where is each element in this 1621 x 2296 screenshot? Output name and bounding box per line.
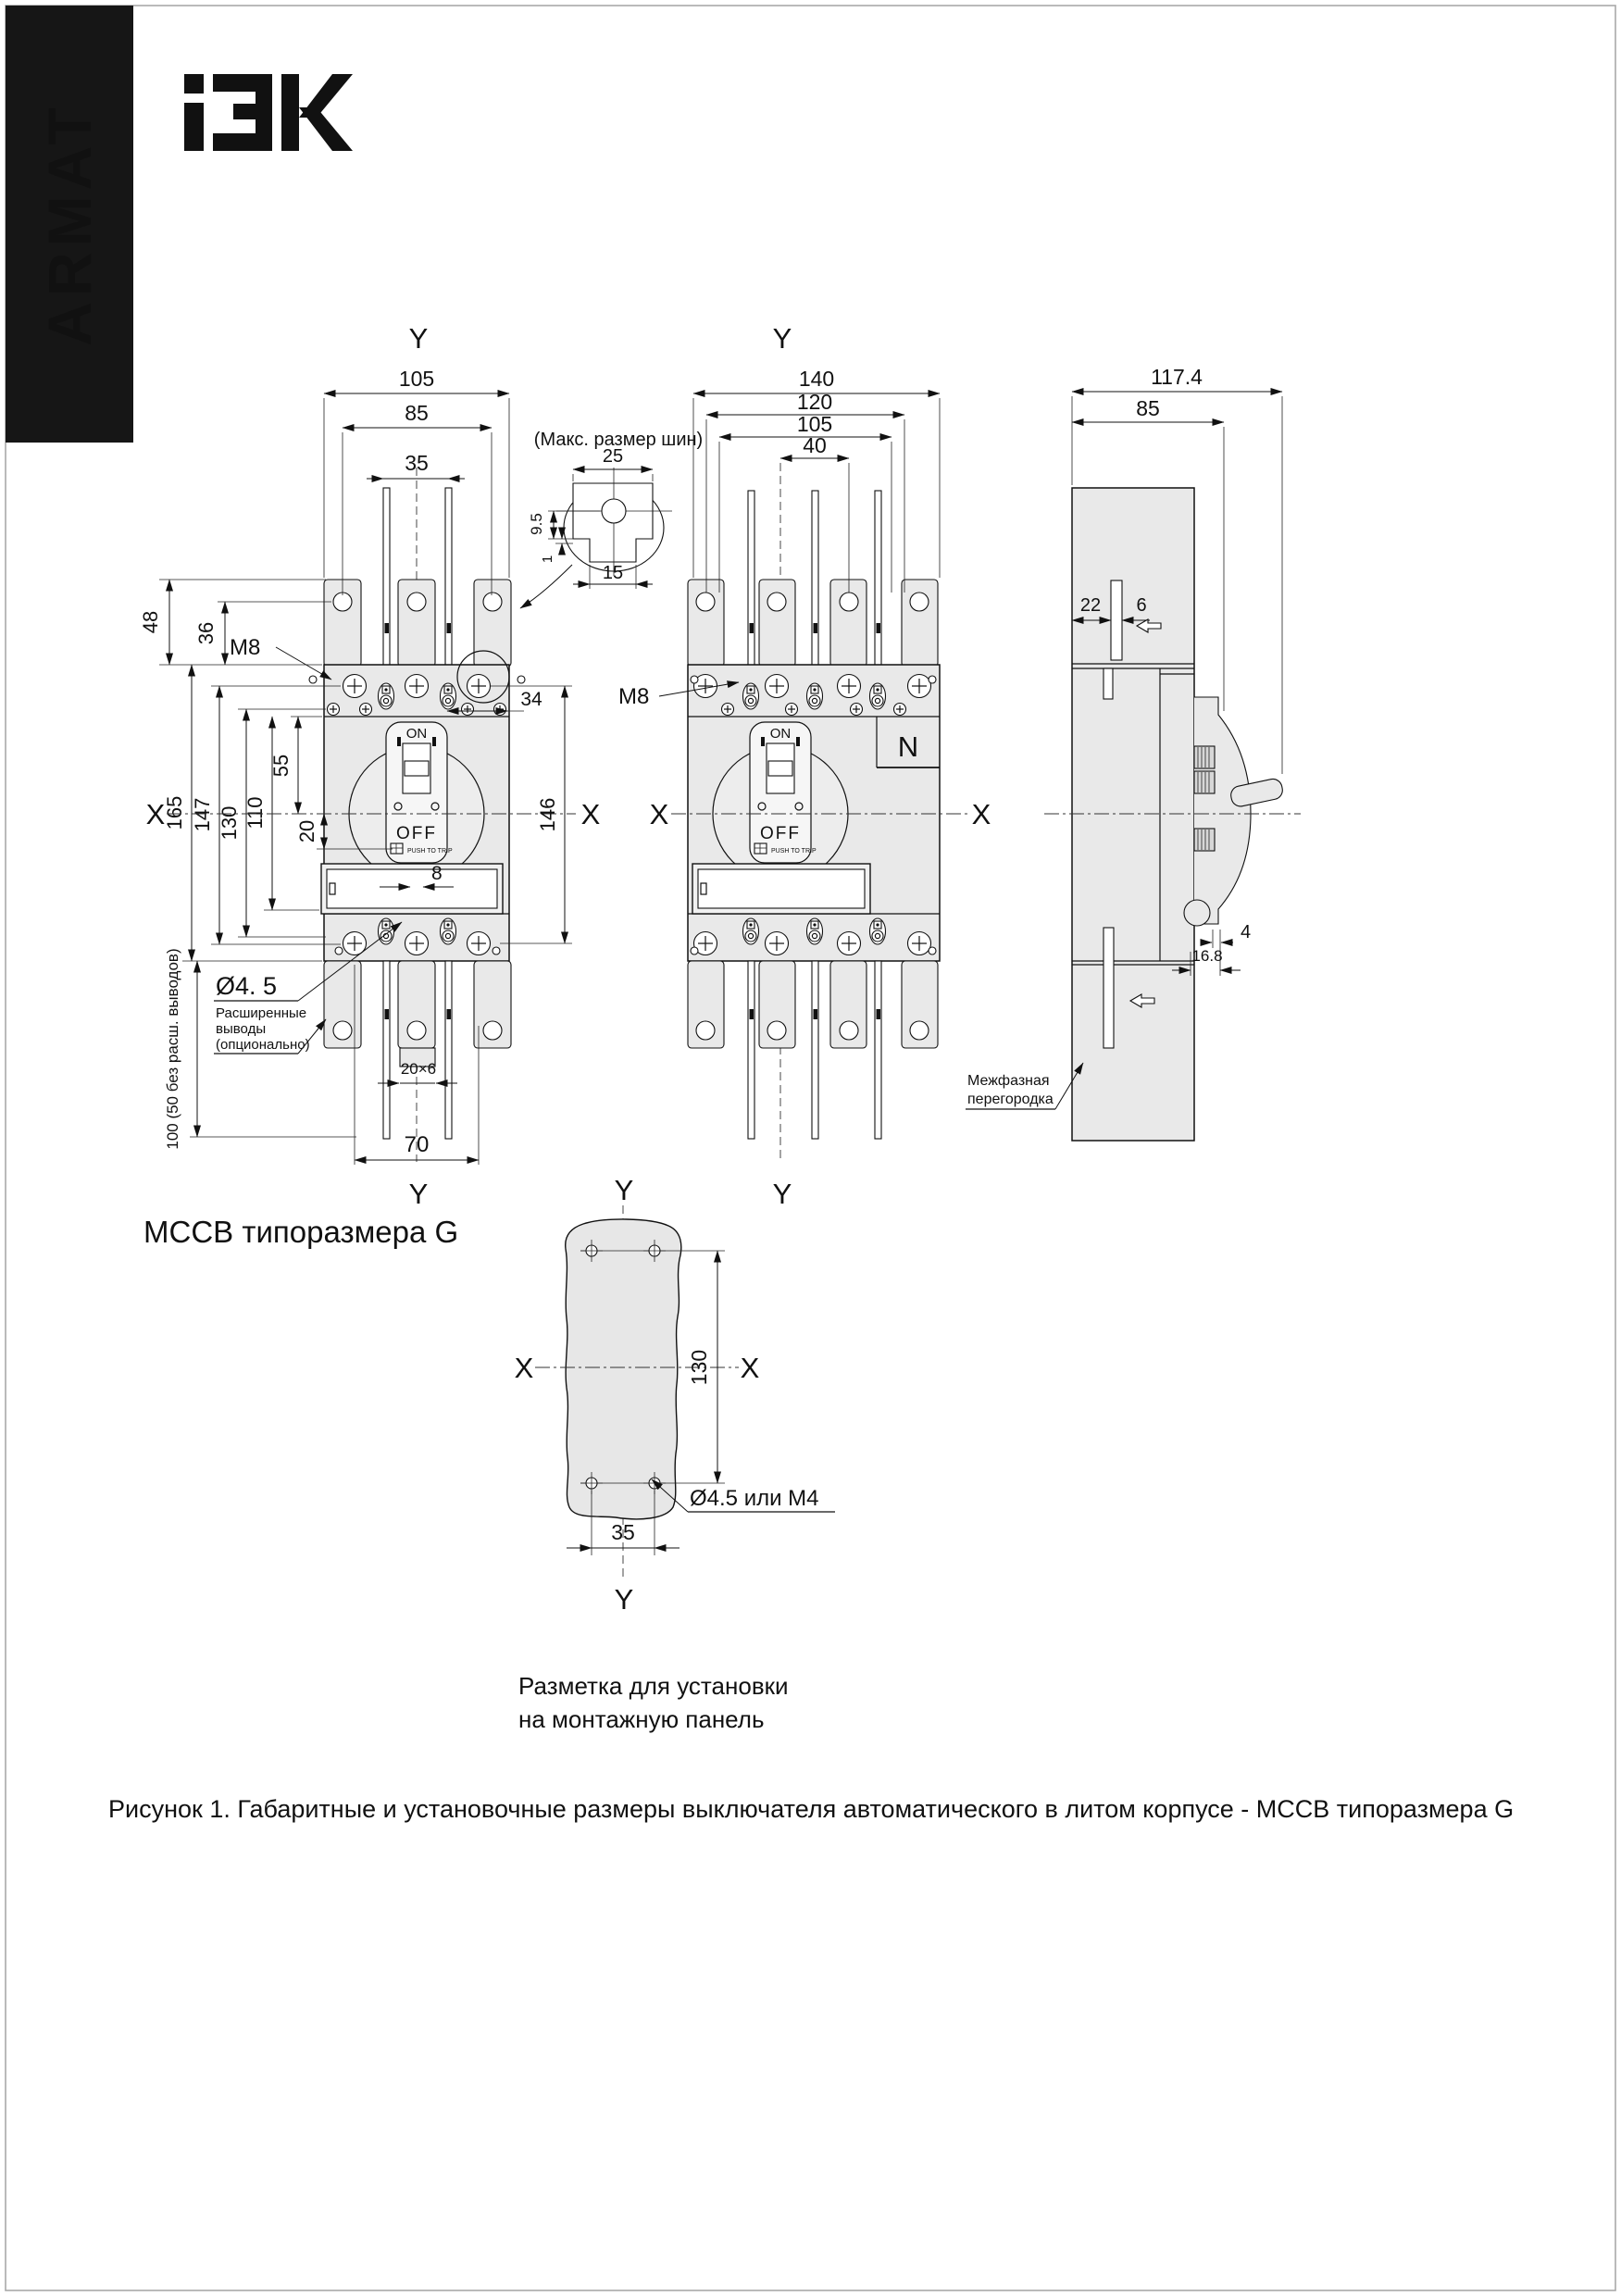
svg-text:35: 35 <box>611 1520 635 1544</box>
svg-text:15: 15 <box>602 563 624 583</box>
dim-25 <box>573 446 653 481</box>
svg-text:9.5: 9.5 <box>528 513 545 535</box>
figure-caption: Рисунок 1. Габаритные и установочные размеры выключателя автоматического в литом корпусе - МССВ типоразмера G <box>108 1795 1515 1823</box>
svg-text:Ø4. 5: Ø4. 5 <box>216 972 278 1000</box>
busbar-extension <box>383 961 390 1139</box>
dim-15 <box>573 563 653 589</box>
mounting-ears-bottom <box>324 961 511 1067</box>
axis-y-top-label: Y <box>614 1174 634 1206</box>
svg-text:перегородка: перегородка <box>967 1092 1054 1107</box>
svg-text:85: 85 <box>405 401 429 425</box>
svg-text:147: 147 <box>191 797 214 832</box>
svg-text:Ø4.5 или М4: Ø4.5 или М4 <box>690 1486 819 1511</box>
ear-hole-icon <box>483 1021 502 1040</box>
svg-text:16.8: 16.8 <box>1191 947 1223 965</box>
armat-banner <box>6 6 133 443</box>
svg-text:M8: M8 <box>618 684 650 709</box>
busbar-max-size-detail <box>520 430 703 608</box>
hole-size-callout <box>652 1479 835 1512</box>
svg-text:165: 165 <box>163 795 186 830</box>
svg-text:4: 4 <box>1241 922 1252 942</box>
svg-text:35: 35 <box>405 451 429 475</box>
aux-hole-icon <box>335 947 343 955</box>
svg-text:117.4: 117.4 <box>1151 365 1203 389</box>
svg-text:85: 85 <box>1136 396 1160 420</box>
terminal-screw-icon <box>405 675 429 698</box>
aux-hole-icon <box>309 676 317 683</box>
axis-y-top-label: Y <box>772 322 792 355</box>
page-border <box>6 6 1615 2290</box>
mounting-slot <box>1104 928 1114 1048</box>
view-side <box>966 365 1301 1141</box>
aux-hole-icon <box>493 947 500 955</box>
busbar-extension <box>445 961 452 1139</box>
svg-text:146: 146 <box>536 797 559 832</box>
ear-hole-icon <box>333 1021 352 1040</box>
small-screw-icon <box>328 704 340 716</box>
extended-terminals-note <box>214 1005 326 1054</box>
small-screw-icon <box>360 704 372 716</box>
on-label: ON <box>405 726 428 742</box>
breaker-side-body <box>1072 488 1194 1141</box>
off-label: OFF <box>760 824 801 843</box>
svg-text:34: 34 <box>520 689 542 710</box>
terminal-screw-icon <box>468 932 491 955</box>
svg-text:выводы: выводы <box>216 1021 267 1037</box>
busbar-clamp-icon <box>441 683 456 709</box>
svg-text:140: 140 <box>798 367 835 391</box>
busbar-hole-icon <box>602 499 626 523</box>
aux-hole-icon <box>517 676 525 683</box>
on-label: ON <box>769 726 792 742</box>
label-window <box>692 864 870 914</box>
mounting-ears-top <box>324 580 511 667</box>
label-window <box>321 864 503 914</box>
svg-text:70: 70 <box>404 1132 430 1157</box>
axis-x-label: X <box>971 798 991 830</box>
banner-text: ARMAT <box>35 102 104 346</box>
busbar-extension <box>383 488 390 677</box>
mounting-slot <box>1111 580 1122 660</box>
push-to-trip-label: PUSH TO TRIP <box>407 848 453 855</box>
axis-x-label: X <box>145 798 166 830</box>
busbar-clamp-icon <box>441 918 456 944</box>
svg-text:130: 130 <box>687 1349 711 1386</box>
mounting-template-view <box>515 1174 835 1733</box>
svg-text:20: 20 <box>295 819 318 843</box>
dim-130 <box>687 1251 717 1483</box>
small-screw-icon <box>462 704 474 716</box>
svg-text:Межфазная: Межфазная <box>967 1073 1050 1089</box>
svg-text:120: 120 <box>796 390 833 414</box>
svg-text:8: 8 <box>431 863 443 884</box>
dim-55 <box>269 717 322 814</box>
small-screw-icon <box>494 704 506 716</box>
svg-text:40: 40 <box>803 433 827 457</box>
svg-text:25: 25 <box>602 446 624 467</box>
svg-text:M8: M8 <box>230 635 261 660</box>
dim-35 <box>367 451 465 479</box>
svg-text:(опционально): (опционально) <box>216 1037 310 1053</box>
axis-x-label: X <box>649 798 669 830</box>
svg-text:105: 105 <box>796 412 833 436</box>
view-front-4pole <box>618 322 991 1210</box>
view1-title: МССВ типоразмера G <box>143 1215 459 1249</box>
svg-text:20×6: 20×6 <box>400 1060 437 1078</box>
dim-110 <box>243 717 319 910</box>
svg-text:Расширенные: Расширенные <box>216 1005 307 1021</box>
busbar-clamp-icon <box>379 683 394 709</box>
terminal-screw-icon <box>405 932 429 955</box>
svg-text:22: 22 <box>1079 595 1102 616</box>
off-label: OFF <box>396 824 437 843</box>
svg-text:48: 48 <box>139 610 162 634</box>
busbar-extension <box>445 488 452 677</box>
svg-text:130: 130 <box>218 805 241 841</box>
axis-x-label: X <box>740 1352 760 1384</box>
terminal-screw-icon <box>468 675 491 698</box>
ear-hole-icon <box>483 593 502 611</box>
axis-y-bottom-label: Y <box>772 1178 792 1210</box>
m8-callout <box>230 635 331 680</box>
svg-text:1: 1 <box>540 555 555 564</box>
svg-text:36: 36 <box>194 621 218 645</box>
svg-text:100 (50 без расш. выводов): 100 (50 без расш. выводов) <box>164 948 181 1150</box>
mounting-panel <box>566 1219 681 1519</box>
axis-y-top-label: Y <box>408 322 429 355</box>
axis-x-label: X <box>580 798 601 830</box>
svg-text:105: 105 <box>398 367 435 391</box>
front-mechanism <box>1184 697 1284 926</box>
terminal-screw-icon <box>343 675 367 698</box>
svg-text:110: 110 <box>243 796 267 830</box>
busbar-clamp-icon <box>379 918 394 944</box>
detail-leader <box>520 565 572 608</box>
svg-text:6: 6 <box>1136 595 1147 616</box>
axis-y-bottom-label: Y <box>408 1178 429 1210</box>
interphase-barrier-callout <box>966 1063 1083 1109</box>
iek-logo-icon <box>184 74 353 151</box>
dim-85 <box>343 401 492 595</box>
n-label: N <box>897 730 919 763</box>
axis-x-label: X <box>514 1352 534 1384</box>
axis-y-bottom-label: Y <box>614 1583 634 1616</box>
svg-text:55: 55 <box>269 754 293 778</box>
ear-hole-icon <box>407 1021 426 1040</box>
template-caption-line2: на монтажную панель <box>518 1705 765 1733</box>
push-to-trip-label: PUSH TO TRIP <box>771 848 817 855</box>
detail-title: (Макс. размер шин) <box>533 430 704 450</box>
ear-hole-icon <box>407 593 426 611</box>
dim-36 <box>194 602 331 665</box>
mounting-slot <box>1104 668 1113 699</box>
template-caption-line1: Разметка для установки <box>518 1672 789 1700</box>
view-front-3pole <box>139 322 601 1249</box>
